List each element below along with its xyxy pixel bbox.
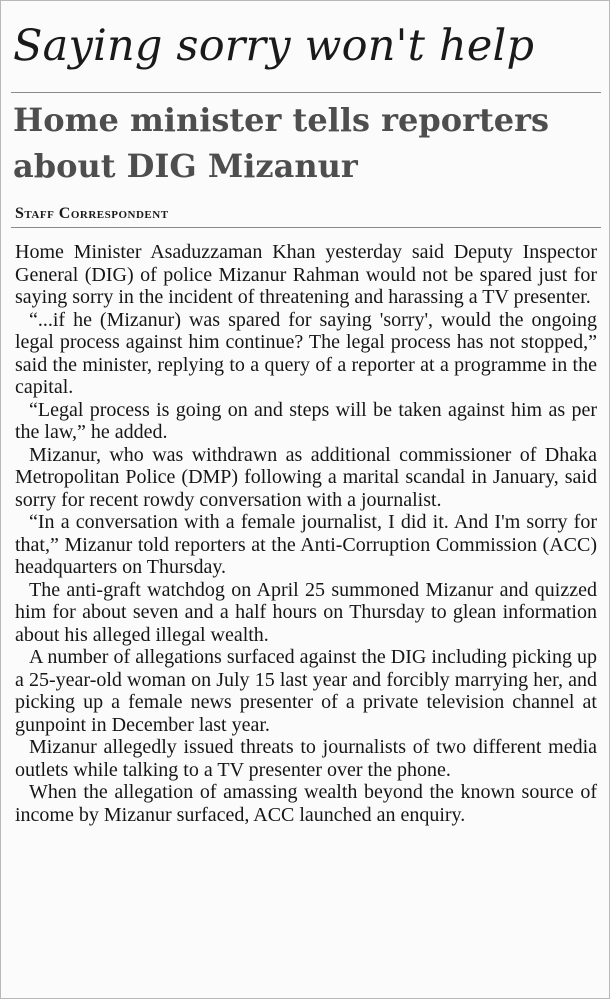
article-paragraph-3: “Legal process is going on and steps will be taken against him as per the law,” he added. (15, 398, 597, 443)
main-headline-line-2: about DIG Mizanur (13, 147, 358, 185)
article-paragraph-9: When the allegation of amassing wealth beyond the known source of income by Mizanur surfaced, ACC launched an enquiry. (15, 781, 597, 826)
byline: Staff Correspondent (15, 205, 169, 222)
headline-divider (11, 92, 601, 93)
article-paragraph-4: Mizanur, who was withdrawn as additional commissioner of Dhaka Metropolitan Police (DMP) following a marital scandal in January, said sorry for recent rowdy conversation with a journalist. (15, 443, 597, 511)
article-paragraph-1: Home Minister Asaduzzaman Khan yesterday said Deputy Inspector General (DIG) of police Mizanur Rahman would not be spared just for saying sorry in the incident of threatening and harassing a TV presenter. (15, 241, 597, 308)
main-headline (13, 97, 549, 189)
main-headline-line-1: Home minister tells reporters (13, 101, 549, 139)
article-paragraph-8: Mizanur allegedly issued threats to journalists of two different media outlets while talking to a TV presenter over the phone. (15, 736, 597, 781)
kicker-headline: Saying sorry won't help (13, 21, 535, 71)
article-paragraph-7: A number of allegations surfaced against the DIG including picking up a 25-year-old woman on July 15 last year and forcibly marrying her, and picking up a female news presenter of a private television channel at gunpoint in December last year. (15, 646, 597, 736)
article-paragraph-2: “...if he (Mizanur) was spared for saying 'sorry', would the ongoing legal process against him continue? The legal process has not stopped,” said the minister, replying to a query of a reporter at a programme in the capital. (15, 308, 597, 398)
article-body (15, 241, 597, 826)
byline-divider (11, 227, 601, 228)
article-paragraph-5: “In a conversation with a female journalist, I did it. And I'm sorry for that,” Mizanur told reporters at the Anti-Corruption Commission (ACC) headquarters on Thursday. (15, 511, 597, 578)
article-paragraph-6: The anti-graft watchdog on April 25 summoned Mizanur and quizzed him for about seven and a half hours on Thursday to glean information about his alleged illegal wealth. (15, 578, 597, 646)
